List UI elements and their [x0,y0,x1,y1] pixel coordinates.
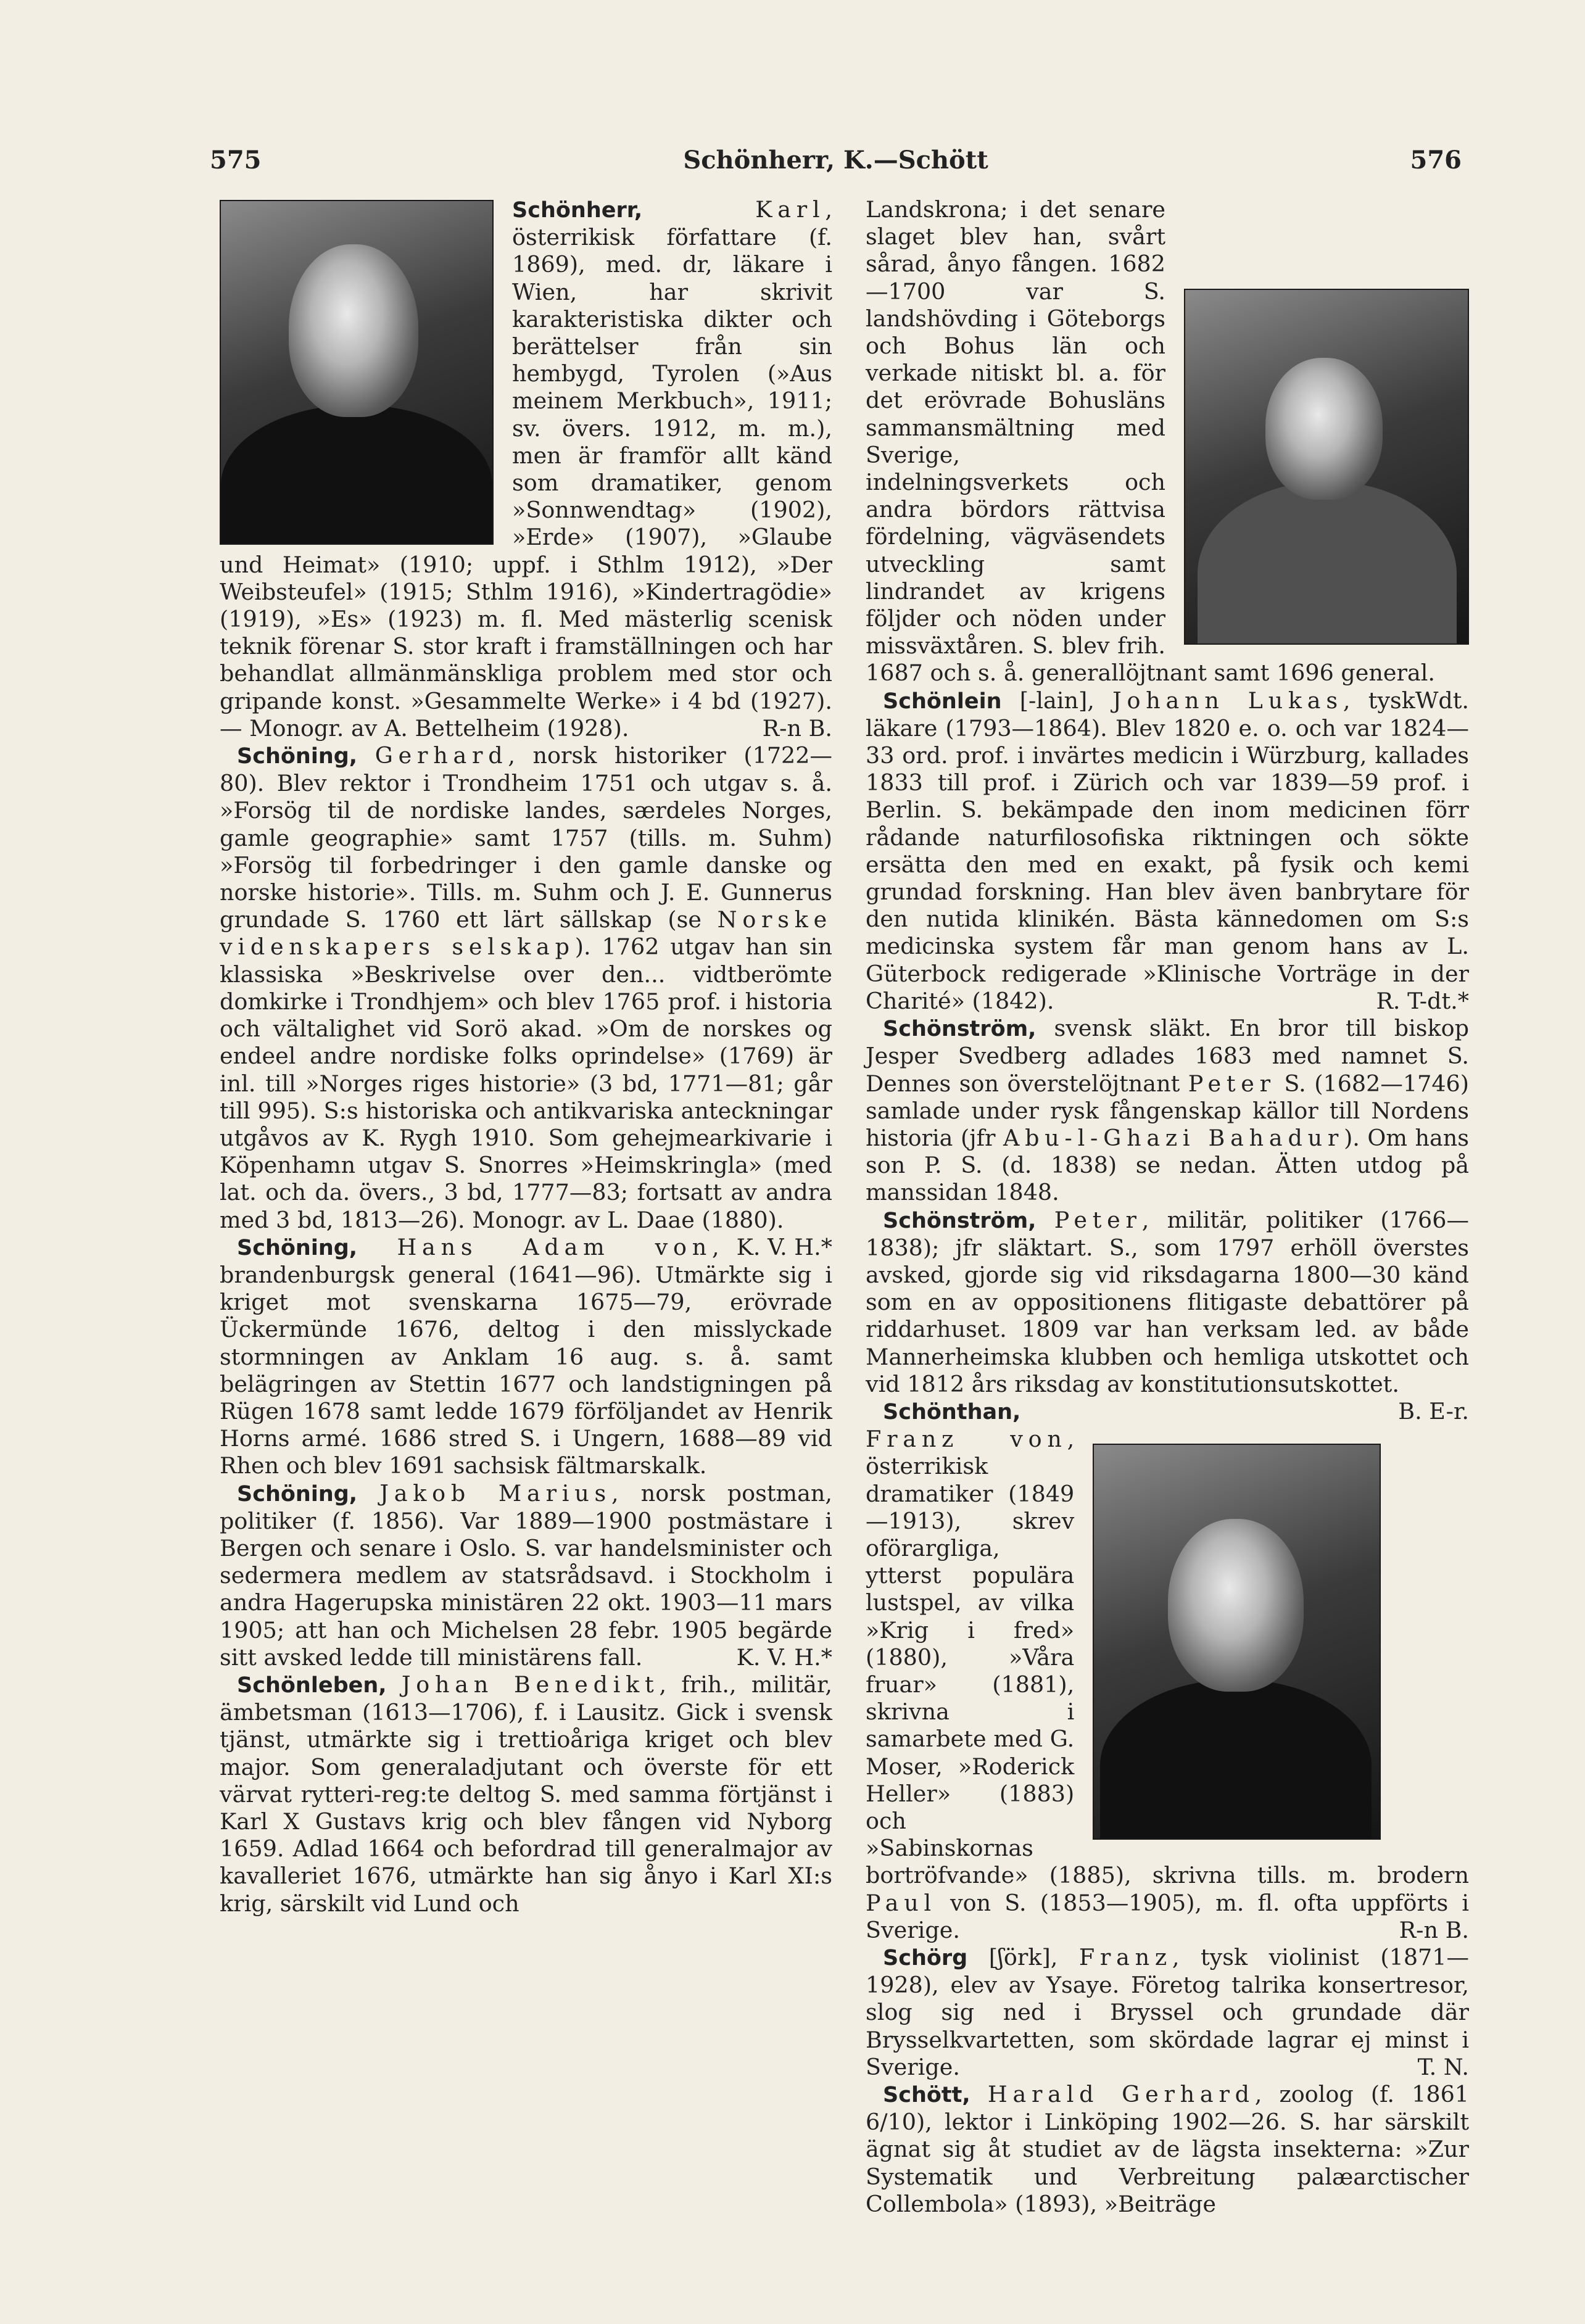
running-title: Schönherr, K.—Schött [683,146,988,175]
entry-schorg: Schörg [ʃörk], Franz, tysk violinist (1871—1928), elev av Ysaye. Företog talrika konsertresor, slog sig ned i Bryssel och grundade där Brysselkvartetten, som skördade lagrar ej minst i Sverige. T. N. [866,1944,1469,2080]
entry-schoning-gerhard: Schöning, Gerhard, norsk historiker (1722—80). Blev rektor i Trondheim 1751 och utgav s. å. »Forsög til de nordiske landes, særdeles Norges, gamle geographie» samt 1757 (tills. m. Suhm) »Forsög til forbedringer i den gamle danske og norske historie». Tills. m. Suhm och J. E. Gunnerus grundade S. 1760 ett lärt sällskap (se Norske videnskapers selskap). 1762 utgav han sin klassiska »Beskrivelse over den... vidtberömte domkirke i Trondhjem» och blev 1765 prof. i historia och vältalighet vid Sorö akad. »Om de norskes og endeel andre nordiske folks oprindelse» (1769) är inl. till »Norges riges historie» (3 bd, 1771—81; går till 995). S:s historiska och antikvariska anteckningar utgåvos av K. Rygh 1910. Som gehejmearkivarie i Köpenhamn utgav S. Snorres »Heimskringla» (med lat. och da. övers., 3 bd, 1777—83; fortsatt av andra med 3 bd, 1813—26). Monogr. av L. Daae (1880). K. V. H.* [220,742,832,1260]
signature: Wdt. [1415,687,1469,714]
portrait-schonleben [1184,289,1469,645]
entry-schonherr-karl: Schönherr, Karl, österrikisk författare (f. 1869), med. dr, läkare i Wien, har skrivit karakteristiska dikter och berättelser från sin hembygd, Tyrolen (»Aus meinem Merkbuch», 1911; sv. övers. 1912, m. m.), men är framför allt känd som dramatiker, genom »Sonnwendtag» (1902), »Erde» (1907), »Glaube und Heimat» (1910; uppf. i Sthlm 1912), »Der Weibsteufel» (1915; Sthlm 1916), »Kindertragödie» (1919), »Es» (1923) m. fl. Med mästerlig scenisk teknik förenar S. stor kraft i framställningen och har behandlat allmänmänskliga problem med stor och gripande konst. »Gesammelte Werke» i 4 bd (1927). — Monogr. av A. Bettelheim (1928). R-n B. [220,196,832,742]
cross-reference: Norske videnskapers selskap [220,906,832,961]
entry-schonstrom-peter: Schönström, Peter, militär, politiker (1766—1838); jfr släktart. S., som 1797 erhöll överstes avsked, gjorde sig vid riksdagarna 1800—30 känd som en av oppositionens flitigaste debattörer på riddarhuset. 1809 var han verksam led. av både Mannerheimska klubben och hemliga utskottet och vid 1812 års riksdag av konstitutionsutskottet. B. E-r. [866,1206,1469,1425]
signature: R-n B. [1399,1916,1469,1943]
cross-reference: Abu-l-Ghazi Bahadur [1003,1124,1344,1151]
signature: R. T-dt.* [1376,987,1469,1014]
signature: K. V. H.* [736,1644,832,1671]
right-column [866,196,1469,2218]
entry-schonstrom-family: Schönström, svensk släkt. En bror till biskop Jesper Svedberg adlades 1683 med namnet S. Dennes son överstelöjtnant Peter S. (1682—1746) samlade under rysk fångenskap källor till Nordens historia (jfr Abu-l-Ghazi Bahadur). Om hans son P. S. (d. 1838) se nedan. Ätten utdog på manssidan 1848. [866,1015,1470,1206]
entry-schott: Schött, Harald Gerhard, zoolog (f. 1861 6/10), lektor i Linköping 1902—26. S. har särskilt ägnat sig åt studiet av de lägsta insekterna: »Zur Systematik und Verbreitung palæarctischer Collembola» (1893), »Beiträge [866,2081,1470,2217]
signature: R-n B. [762,714,832,742]
entry-schonleben-continued: Landskrona; i det senare slaget blev han, svårt sårad, ånyo fången. 1682—1700 var S. landshövding i Göteborgs och Bohus län och verkade nitiskt bl. a. för det erövrade Bohusläns sammansmältning med Sverige, indelningsverkets och andra bördors rättvisa fördelning, vägväsendets utveckling samt lindrandet av krigens följder och nöden under missväxtåren. S. blev frih. 1687 och s. å. generallöjtnant samt 1696 general. Wdt. [866,196,1469,714]
portrait-karl-schonherr [220,200,494,545]
signature: K. V. H.* [736,1233,832,1260]
entry-schoning-hans-adam: Schöning, Hans Adam von, brandenburgsk general (1641—96). Utmärkte sig i kriget mot svenskarna 1675—79, erövrade Ückermünde 1676, deltog i den misslyckade stormningen av Anklam 16 aug. s. å. samt belägringen av Stettin 1677 och landstigningen på Rügen 1678 samt ledde 1679 förföljandet av Henrik Horns armé. 1686 stred S. i Ungern, 1688—89 vid Rhen och blev 1691 sachsisk fältmarskalk. [220,1233,832,1479]
entry-schoning-jakob-marius: Schöning, Jakob Marius, norsk postman, politiker (f. 1856). Var 1889—1900 postmästare i Bergen och senare i Oslo. S. var handelsminister och sedermera medlem av statsrådsavd. i Stockholm i andra Hagerupska ministären 22 okt. 1903—11 mars 1905; att han och Michelsen 28 febr. 1905 begärde sitt avsked ledde till ministärens fall. K. V. H.* [220,1479,832,1671]
signature: B. E-r. [1398,1397,1469,1425]
entry-schonthan: Schönthan, Franz von, österrikisk dramatiker (1849—1913), skrev oförargliga, ytterst populära lustspel, av vilka »Krig i fred» (1880), »Våra fruar» (1881), skrivna i samarbete med G. Moser, »Roderick Heller» (1883) och »Sabinskornas bortröfvande» (1885), skrivna tills. m. brodern Paul von S. (1853—1905), m. fl. ofta uppförts i Sverige. R-n B. [866,1399,1469,1943]
portrait-franz-von-schonthan [1093,1444,1381,1840]
entry-schonlein: Schönlein [-lain], Johann Lukas, tysk läkare (1793—1864). Blev 1820 e. o. och var 1824—33 ord. prof. i invärtes medicin i Würzburg, kallades 1833 till prof. i Zürich och var 1839—59 prof. i Berlin. S. bekämpade den inom medicinen förr rådande naturfilosofiska riktningen och sökte ersätta den med en exakt, på fysik och kemi grundad forskning. Han blev även banbrytare för den nutida klinikén. Bästa kännedomen om S:s medicinska system får man genom hans av L. Güterbock redigerade »Klinische Vorträge in der Charité» (1842). R. T-dt.* [866,687,1469,1014]
page-number-right: 576 [1410,146,1462,175]
page-number-left: 575 [210,146,262,175]
signature: T. N. [1417,2053,1469,2080]
entry-schonleben: Schönleben, Johan Benedikt, frih., militär, ämbetsman (1613—1706), f. i Lausitz. Gick i svensk tjänst, utmärkte sig i trettioåriga kriget och blev major. Som generaladjutant och överste för ett värvat rytteri-reg:te deltog S. med samma förtjänst i Karl X Gustavs krig och blev fången vid Nyborg 1659. Adlad 1664 och befordrad till generalmajor av kavalleriet 1676, utmärkte han sig ånyo i Karl XI:s krig, särskilt vid Lund och [220,1671,832,1917]
left-column [220,196,832,1917]
